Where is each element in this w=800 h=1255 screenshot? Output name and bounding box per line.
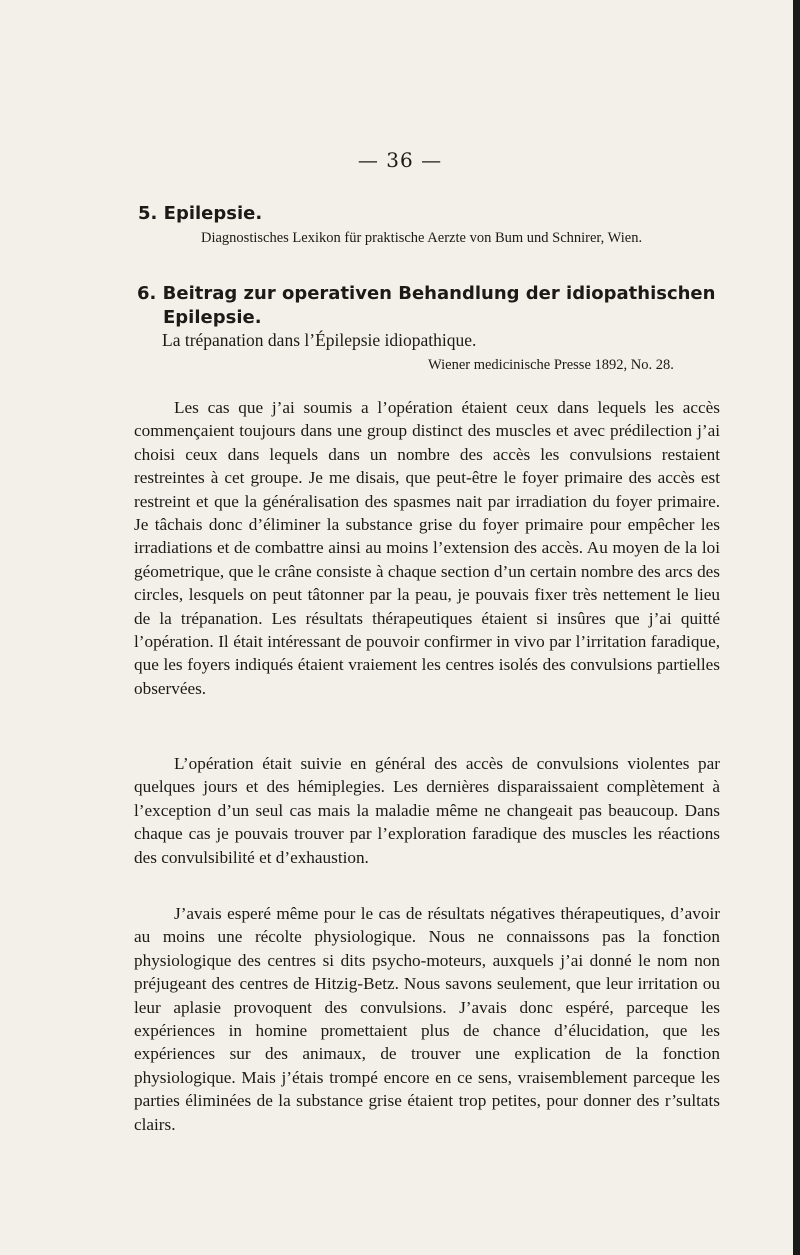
body-paragraph-1: Les cas que j’ai soumis a l’opération étaient ceux dans lequels les accès commençaient toujours dans une group distinct des muscles et avec prédilection j’ai choisi ceux dans lequels dans un nombre des accès les convulsions restaient restreintes à cet groupe. Je me disais, que peut-être le foyer primaire des accès est restreint et que la généralisation des spasmes nait par irradiation du foyer primaire. Je tâchais donc d’éliminer la substance grise du foyer primaire pour empêcher les irradiations et de combattre ainsi au moins l’extension des accès. Au moyen de la loi géometrique, que le crâne consiste à chaque section d’un certain nombre des arcs des circles, lesquels on peut tâtonner par la peau, je pouvais fixer très nettement le lieu de la trépanation. Les résultats thérapeutiques étaient si insûres que j’ai quitté l’opération. Il était intéressant de pouvoir confirmer in vivo par l’irritation faradique, que les foyers indiqués étaient vraiement les centres isolés des convulsions partielles observées.: [134, 398, 720, 698]
page-number: — 36 —: [357, 148, 443, 172]
section-6-citation: Wiener medicinische Presse 1892, No. 28.: [428, 357, 674, 373]
section-6-subtitle: La trépanation dans l’Épilepsie idiopathique.: [162, 330, 477, 350]
page-edge-shadow: [793, 0, 800, 1255]
section-6-number: 6.: [137, 283, 157, 304]
body-paragraph-3: J’avais esperé même pour le cas de résultats négatives thérapeutiques, d’avoir au moins une récolte physiologique. Nous ne connaissons pas la fonction physiologique des centres si dits psycho-moteurs, auxquels j’ai donné le nom non préjugeant des centres de Hitzig-Betz. Nous savons seulement, que leur irritation ou leur aplasie provoquent des convulsions. J’avais donc espéré, parceque les expériences in homine promettaient plus de chance d’élucidation, que les expériences sur des animaux, de trouver une explication de la fonction physiologique. Mais j’étais trompé encore en ce sens, vraisemblement parceque les parties éliminées de la substance grise étaient trop petites, pour donner des r’sultats clairs.: [134, 904, 720, 1134]
body-paragraph-2: L’opération était suivie en général des accès de convulsions violentes par quelques jours et des hémiplegies. Les dernières disparaissaient complètement à l’exception d’un seul cas mais la maladie même ne changeait pas beaucoup. Dans chaque cas je pouvais trouver par l’exploration faradique des muscles les réactions des convulsibilité et d’exhaustion.: [134, 754, 720, 867]
section-6-title-line1: Beitrag zur operativen Behandlung der idiopathischen: [162, 283, 716, 304]
section-5-number: 5.: [138, 203, 158, 224]
section-5-citation: Diagnostisches Lexikon für praktische Aerzte von Bum und Schnirer, Wien.: [201, 230, 643, 246]
section-5-title: Epilepsie.: [163, 203, 263, 224]
section-5-heading: [138, 203, 262, 224]
section-6-heading: [137, 283, 715, 304]
section-6-title-line2: Epilepsie.: [163, 307, 262, 328]
